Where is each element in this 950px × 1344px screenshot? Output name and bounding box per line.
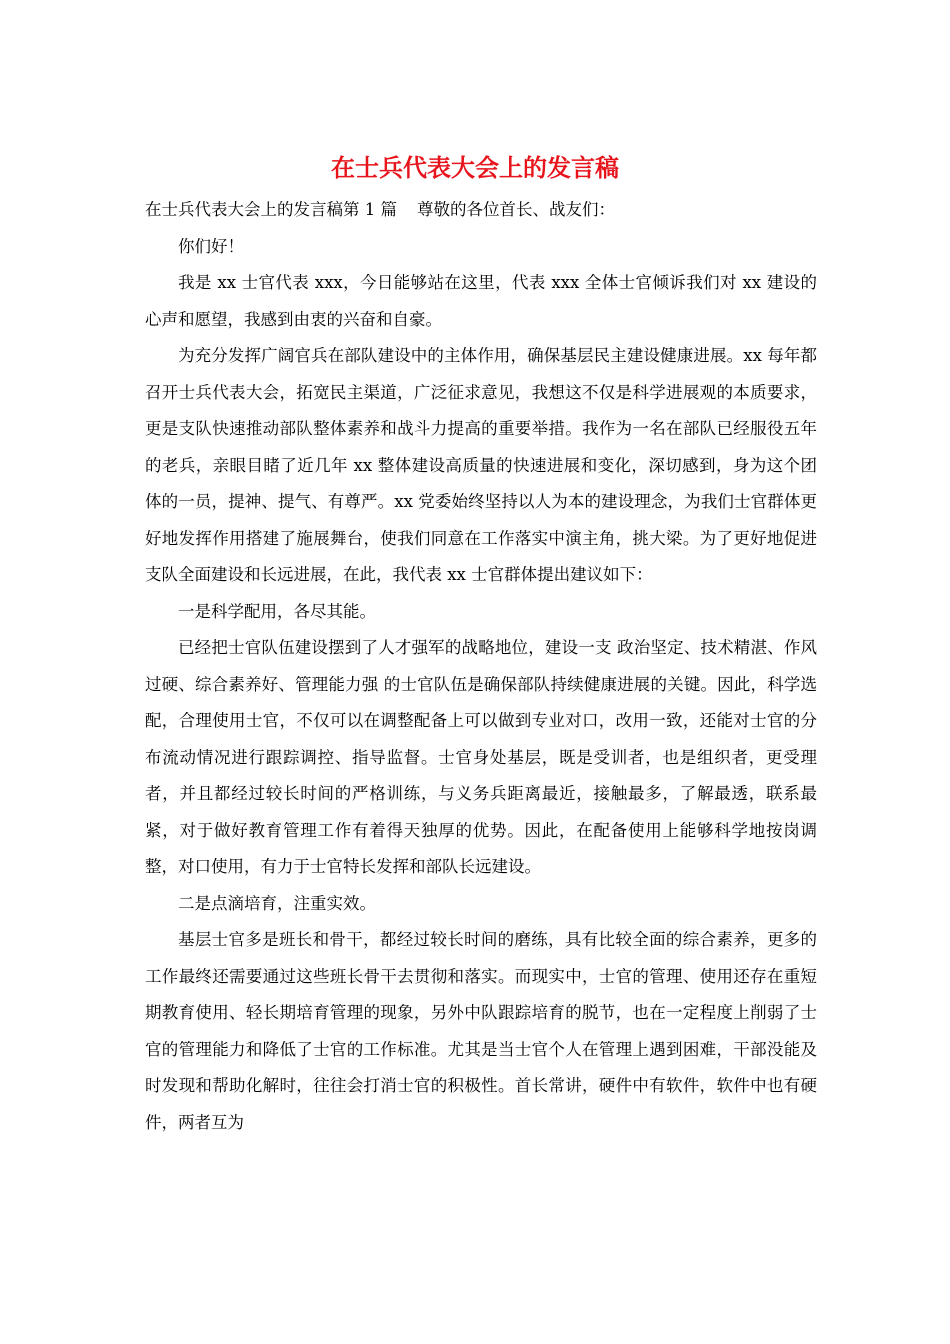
paragraph-point-two-heading: 二是点滴培育，注重实效。 [178, 893, 376, 913]
paragraph-greeting: 你们好！ [178, 236, 244, 256]
opening-heading: 在士兵代表大会上的发言稿第 1 篇 [145, 200, 397, 219]
opening-salutation: 尊敬的各位首长、战友们： [417, 200, 615, 219]
opening-line [145, 192, 817, 229]
paragraph-point-one-heading: 一是科学配用，各尽其能。 [178, 601, 376, 621]
document-title: 在士兵代表大会上的发言稿 [331, 154, 619, 182]
paragraph-point-two-body: 基层士官多是班长和骨干，都经过较长时间的磨练，具有比较全面的综合素养，更多的工作最终还需要通过这些班长骨干去贯彻和落实。而现实中，士官的管理、使用还存在重短期教育使用、轻长期培育管理的现象，另外中队跟踪培育的脱节，也在一定程度上削弱了士官的管理能力和降低了士官的工作标准。尤其是当士官个人在管理上遇到困难，干部没能及时发现和帮助化解时，往往会打消士官的积极性。首长常讲，硬件中有软件，软件中也有硬件，两者互为 [145, 930, 817, 1132]
document-body [145, 192, 817, 1141]
paragraph-point-one-body: 已经把士官队伍建设摆到了人才强军的战略地位，建设一支 政治坚定、技术精湛、作风过硬、综合素养好、管理能力强 的士官队伍是确保部队持续健康进展的关键。因此，科学选配，合理使用士官，不仅可以在调整配备上可以做到专业对口，改用一致，还能对士官的分布流动情况进行跟踪调控、指导监督。士官身处基层，既是受训者，也是组织者，更受理者，并且都经过较长时间的严格训练，与义务兵距离最近，接触最多，了解最透，联系最紧，对于做好教育管理工作有着得天独厚的优势。因此，在配备使用上能够科学地按岗调整，对口使用，有力于士官特长发挥和部队长远建设。 [145, 638, 817, 876]
paragraph-background: 为充分发挥广阔官兵在部队建设中的主体作用，确保基层民主建设健康进展。xx 每年都召开士兵代表大会，拓宽民主渠道，广泛征求意见，我想这不仅是科学进展观的本质要求，更是支队快速推动部队整体素养和战斗力提高的重要举措。我作为一名在部队已经服役五年的老兵，亲眼目睹了近几年 xx 整体建设高质量的快速进展和变化，深切感到，身为这个团体的一员，提神、提气、有尊严。xx 党委始终坚持以人为本的建设理念，为我们士官群体更好地发挥作用搭建了施展舞台，使我们同意在工作落实中演主角，挑大梁。为了更好地促进支队全面建设和长远进展，在此，我代表 xx 士官群体提出建议如下： [145, 346, 817, 584]
paragraph-introduction: 我是 xx 士官代表 xxx，今日能够站在这里，代表 xxx 全体士官倾诉我们对 xx 建设的心声和愿望，我感到由衷的兴奋和自豪。 [145, 273, 817, 329]
